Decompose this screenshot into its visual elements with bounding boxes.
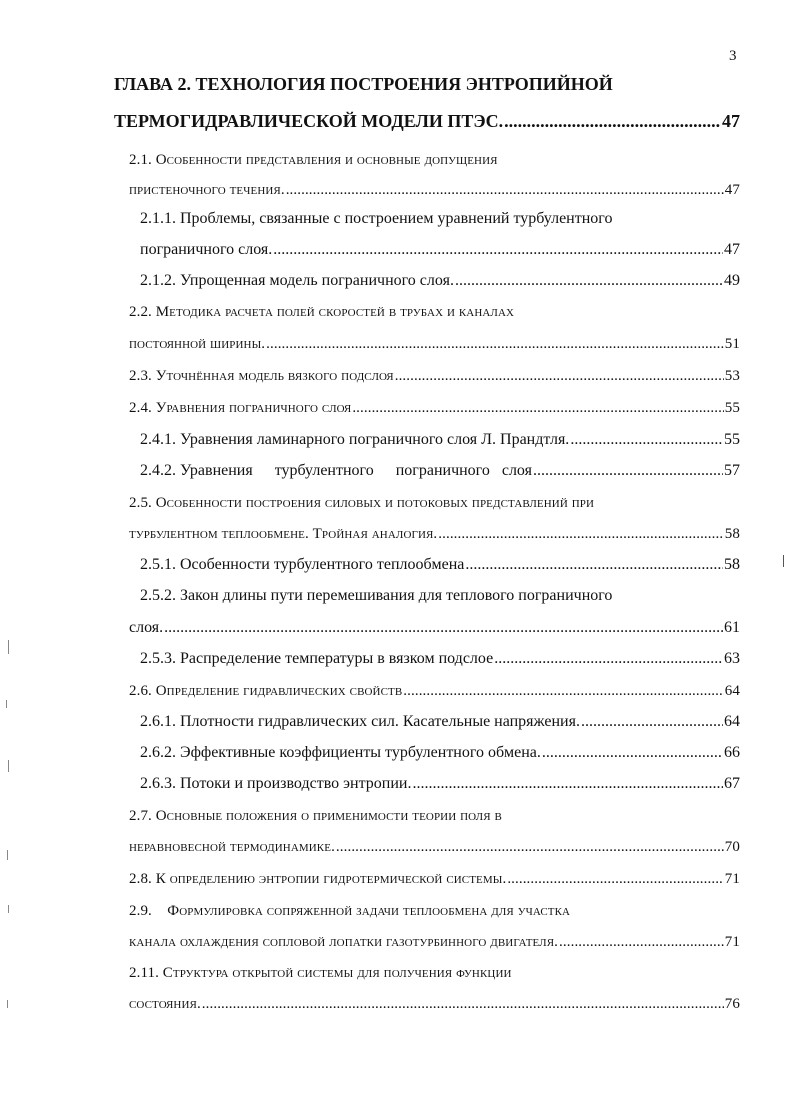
- leader-dots: [438, 520, 724, 548]
- toc-entry-2-1-line2: пристеночного течения. ..... 47: [129, 176, 740, 204]
- leader-dots: [494, 645, 723, 673]
- leader-dots: [395, 362, 724, 390]
- entry-page: 70: [724, 839, 740, 855]
- chapter-page: 47: [722, 111, 740, 131]
- toc-entry-2-5-1: 2.5.1. Особенности турбулентного теплообмена ..... 58: [140, 551, 740, 579]
- scan-mark: [8, 760, 9, 772]
- leader-dots: [504, 107, 721, 135]
- toc-entry-2-7-line1: 2.7. Основные положения о применимости теории поля в: [129, 808, 502, 824]
- toc-entry-2-9-line2: канала охлаждения сопловой лопатки газотурбинного двигателя. ..... 71: [129, 928, 740, 956]
- toc-entry-2-4: 2.4. Уравнения пограничного слоя ..... 55: [129, 394, 740, 422]
- entry-page: 51: [724, 336, 740, 352]
- toc-entry-2-7-line2: неравновесной термодинамике. ..... 70: [129, 833, 740, 861]
- entry-page: 57: [724, 462, 740, 479]
- entry-page: 71: [724, 871, 740, 887]
- toc-entry-2-5-2-line2: слоя. ..... 61: [129, 614, 740, 642]
- leader-dots: [533, 457, 723, 485]
- toc-entry-2-5-3: 2.5.3. Распределение температуры в вязком подслое ..... 63: [140, 645, 740, 673]
- entry-page: 71: [724, 934, 740, 950]
- leader-dots: [266, 330, 724, 358]
- leader-dots: [352, 394, 723, 422]
- toc-entry-2-8: 2.8. К определению энтропии гидротермической системы. ..... 71: [129, 865, 740, 893]
- entry-page: 47: [724, 241, 740, 258]
- leader-dots: [412, 770, 723, 798]
- entry-page: 55: [724, 400, 740, 416]
- entry-page: 58: [724, 526, 740, 542]
- entry-page: 66: [724, 744, 740, 761]
- leader-dots: [202, 990, 724, 1018]
- entry-page: 53: [724, 368, 740, 384]
- entry-page: 64: [724, 683, 740, 699]
- entry-page: 67: [724, 775, 740, 792]
- leader-dots: [507, 865, 723, 893]
- toc-entry-2-2-line2: постоянной ширины. ..... 51: [129, 330, 740, 358]
- toc-entry-2-4-2: 2.4.2. Уравнения турбулентного пограничного слоя ..... 57: [140, 457, 740, 485]
- toc-entry-2-1-line1: 2.1. Особенности представления и основные допущения: [129, 152, 498, 168]
- toc-entry-2-1-1-line2: пограничного слоя. ..... 47: [140, 236, 740, 264]
- leader-dots: [581, 708, 723, 736]
- toc-entry-2-6-2: 2.6.2. Эффективные коэффициенты турбулентного обмена. ..... 66: [140, 739, 740, 767]
- toc-entry-2-6-1: 2.6.1. Плотности гидравлических сил. Касательные напряжения. ..... 64: [140, 708, 740, 736]
- page-number: 3: [729, 48, 737, 64]
- leader-dots: [286, 176, 724, 204]
- leader-dots: [570, 426, 723, 454]
- leader-dots: [542, 739, 723, 767]
- entry-page: 64: [724, 713, 740, 730]
- entry-page: 58: [724, 556, 740, 573]
- leader-dots: [336, 833, 724, 861]
- toc-entry-2-11-line1: 2.11. Структура открытой системы для получения функции: [129, 965, 512, 981]
- toc-entry-2-3: 2.3. Уточнённая модель вязкого подслоя ..... 53: [129, 362, 740, 390]
- entry-page: 63: [724, 650, 740, 667]
- scan-mark: [7, 850, 8, 860]
- toc-entry-2-5-2-line1: 2.5.2. Закон длины пути перемешивания для теплового пограничного: [140, 587, 613, 604]
- entry-page: 61: [724, 619, 740, 636]
- toc-entry-2-6-3: 2.6.3. Потоки и производство энтропии. ..... 67: [140, 770, 740, 798]
- scan-mark: [7, 1000, 8, 1008]
- entry-page: 47: [724, 182, 740, 198]
- toc-entry-2-6: 2.6. Определение гидравлических свойств ..... 64: [129, 677, 740, 705]
- scan-mark: [783, 555, 784, 567]
- scan-mark: [6, 700, 7, 708]
- toc-entry-2-9-line1: 2.9. Формулировка сопряженной задачи теплообмена для участка: [129, 903, 571, 919]
- toc-entry-2-4-1: 2.4.1. Уравнения ламинарного пограничного слоя Л. Прандтля. ..... 55: [140, 426, 740, 454]
- scan-mark: [8, 905, 9, 913]
- leader-dots: [455, 267, 723, 295]
- leader-dots: [465, 551, 723, 579]
- entry-page: 76: [724, 996, 740, 1012]
- toc-entry-2-1-1-line1: 2.1.1. Проблемы, связанные с построением уравнений турбулентного: [140, 210, 613, 227]
- leader-dots: [164, 614, 723, 642]
- leader-dots: [273, 236, 723, 264]
- toc-entry-2-2-line1: 2.2. Методика расчета полей скоростей в трубах и каналах: [129, 304, 515, 320]
- entry-page: 49: [724, 272, 740, 289]
- entry-page: 55: [724, 431, 740, 448]
- toc-entry-2-5-line1: 2.5. Особенности построения силовых и потоковых представлений при: [129, 495, 595, 511]
- chapter-title-line1: ГЛАВА 2. ТЕХНОЛОГИЯ ПОСТРОЕНИЯ ЭНТРОПИЙНОЙ: [114, 74, 613, 94]
- scan-mark: [8, 640, 9, 654]
- leader-dots: [559, 928, 724, 956]
- chapter-title-line2: ТЕРМОГИДРАВЛИЧЕСКОЙ МОДЕЛИ ПТЭС. ..... 47: [114, 107, 740, 135]
- toc-entry-2-1-2: 2.1.2. Упрощенная модель пограничного слоя. ..... 49: [140, 267, 740, 295]
- leader-dots: [403, 677, 724, 705]
- toc-entry-2-11-line2: состояния. ..... 76: [129, 990, 740, 1018]
- toc-entry-2-5-line2: турбулентном теплообмене. Тройная аналогия. ..... 58: [129, 520, 740, 548]
